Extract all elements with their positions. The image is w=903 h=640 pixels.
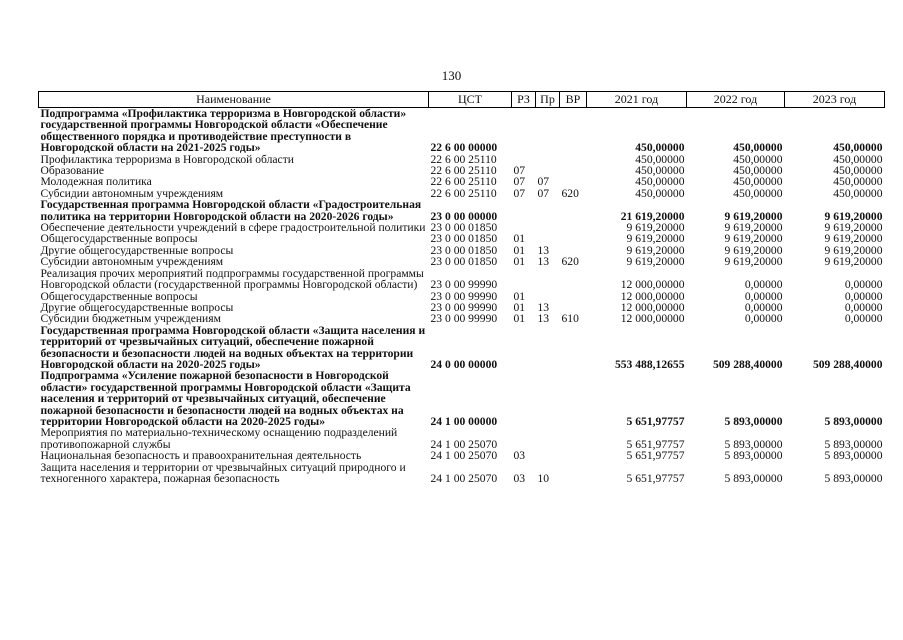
cell-2023: 0,00000 — [844, 301, 883, 314]
cell-name: Субсидии автономным учреждениям — [40, 256, 224, 268]
cell-vr: 620 — [561, 256, 579, 268]
header-pr: Пр — [536, 92, 560, 108]
cell-pr — [536, 199, 560, 222]
cell-2023: 0,00000 — [844, 313, 883, 325]
cell-2022: 450,00000 — [733, 141, 783, 154]
cell-2023: 9 619,20000 — [824, 256, 883, 268]
cell-2022: 5 893,00000 — [724, 472, 783, 485]
cell-name: Государственная программа Новгородской области «Градостроительная политика на территории Новгородской области на 2020-2026 годы» — [40, 199, 422, 223]
cell-vr — [560, 462, 587, 485]
cell-pr: 07 — [537, 176, 550, 188]
cell-vr — [560, 233, 587, 244]
cell-2022: 9 619,20000 — [724, 244, 783, 257]
cell-cst: 23 0 00 99990 — [430, 313, 498, 325]
cell-name: Субсидии бюджетным учреждениям — [40, 313, 221, 325]
cell-2022: 9 619,20000 — [724, 233, 783, 245]
cell-cst: 22 6 00 00000 — [430, 141, 498, 154]
cell-2021: 21 619,20000 — [620, 209, 685, 223]
cell-vr: 620 — [561, 187, 579, 200]
cell-2023: 450,00000 — [833, 187, 883, 200]
cell-pr: 13 — [537, 244, 550, 257]
cell-2022: 0,00000 — [744, 290, 783, 302]
table-row — [39, 268, 885, 291]
cell-name: Национальная безопасность и правоохранительная деятельность — [40, 450, 362, 462]
header-vr: ВР — [560, 92, 587, 108]
cell-name: Молодежная политика — [40, 176, 152, 188]
cell-2023: 5 893,00000 — [824, 450, 883, 462]
cell-name: Образование — [40, 165, 105, 177]
cell-2021: 9 619,20000 — [626, 222, 685, 234]
cell-2022: 450,00000 — [733, 165, 783, 177]
cell-name: Субсидии автономным учреждениям — [40, 187, 224, 200]
cell-pr: 07 — [537, 187, 550, 200]
cell-2023: 450,00000 — [833, 141, 883, 154]
cell-2023: 9 619,20000 — [824, 233, 883, 245]
table-row — [39, 233, 885, 244]
cell-cst: 23 0 00 01850 — [430, 233, 498, 245]
cell-2021: 450,00000 — [635, 187, 685, 200]
cell-vr — [560, 108, 587, 154]
cell-2023: 9 619,20000 — [824, 222, 883, 234]
table-row — [39, 462, 885, 485]
table-row — [39, 199, 885, 222]
cell-cst: 23 0 00 01850 — [430, 244, 498, 257]
cell-cst: 24 0 00 00000 — [430, 357, 498, 371]
cell-2021: 9 619,20000 — [626, 244, 685, 257]
cell-rz: 01 — [513, 301, 526, 314]
cell-rz — [512, 427, 536, 450]
cell-rz: 01 — [513, 233, 526, 245]
cell-pr: 13 — [537, 256, 550, 268]
cell-pr — [536, 325, 560, 371]
cell-pr — [536, 450, 560, 461]
table-row — [39, 291, 885, 302]
cell-rz — [512, 199, 536, 222]
table-row — [39, 176, 885, 187]
cell-2022: 450,00000 — [733, 187, 783, 200]
cell-name: Защита населения и территории от чрезвычайных ситуаций природного и техногенного характера, пожарная безопасность — [40, 461, 406, 485]
cell-vr — [560, 325, 587, 371]
cell-2023: 9 619,20000 — [824, 244, 883, 257]
cell-cst: 24 1 00 25070 — [430, 472, 498, 485]
table-row — [39, 450, 885, 461]
cell-rz: 07 — [513, 176, 526, 188]
cell-name: Другие общегосударственные вопросы — [40, 244, 234, 257]
cell-cst: 22 6 00 25110 — [430, 176, 497, 188]
cell-vr — [560, 245, 587, 256]
cell-pr: 10 — [537, 472, 550, 485]
cell-2021: 9 619,20000 — [626, 256, 685, 268]
cell-2022: 9 619,20000 — [724, 222, 783, 234]
cell-2022: 5 893,00000 — [724, 414, 783, 428]
table-body — [39, 108, 885, 485]
cell-name: Подпрограмма «Профилактика терроризма в Новгородской области» государственной программы Новгородской области «Обеспечение общественного порядка и противодействие преступности в Новгородской области на 2021-2025 годы» — [40, 107, 407, 154]
cell-name: Профилактика терроризма в Новгородской области — [40, 153, 294, 166]
cell-2022: 0,00000 — [744, 301, 783, 314]
cell-vr: 610 — [561, 313, 579, 325]
cell-2021: 12 000,00000 — [620, 290, 685, 302]
cell-vr — [560, 427, 587, 450]
table-row — [39, 302, 885, 313]
cell-cst: 23 0 00 99990 — [430, 301, 498, 314]
cell-rz: 01 — [513, 313, 526, 325]
cell-2022: 450,00000 — [733, 176, 783, 188]
table-row — [39, 313, 885, 324]
table-row — [39, 154, 885, 165]
cell-2021: 12 000,00000 — [620, 301, 685, 314]
cell-2021: 12 000,00000 — [620, 278, 685, 291]
table-row — [39, 188, 885, 199]
cell-vr — [560, 268, 587, 291]
cell-name: Государственная программа Новгородской области «Защита населения и территорий от чрезвычайных ситуаций, обеспечение пожарной безопасности и безопасности людей на водных объектах на территории Новгородской области на 2020-2025 годы» — [40, 324, 426, 371]
cell-rz: 07 — [513, 165, 526, 177]
table-row — [39, 245, 885, 256]
header-2022: 2022 год — [687, 92, 785, 108]
cell-2021: 5 651,97757 — [626, 437, 685, 451]
cell-rz — [512, 268, 536, 291]
cell-vr — [560, 154, 587, 165]
cell-2022: 0,00000 — [744, 278, 783, 291]
table-row — [39, 427, 885, 450]
cell-rz — [512, 222, 536, 233]
cell-name: Мероприятия по материально-техническому оснащению подразделений противопожарной службы — [40, 427, 398, 451]
header-name: Наименование — [39, 92, 429, 108]
cell-rz — [512, 325, 536, 371]
cell-vr — [560, 370, 587, 427]
cell-rz: 01 — [513, 256, 526, 268]
cell-2022: 5 893,00000 — [724, 437, 783, 451]
cell-rz: 01 — [513, 290, 526, 302]
cell-cst: 22 6 00 25110 — [430, 165, 497, 177]
cell-rz: 07 — [513, 187, 526, 200]
header-2021: 2021 год — [587, 92, 687, 108]
cell-pr: 13 — [537, 301, 550, 314]
cell-pr — [536, 370, 560, 427]
cell-2023: 5 893,00000 — [824, 437, 883, 451]
cell-pr — [536, 154, 560, 165]
cell-cst: 23 0 00 00000 — [430, 209, 498, 223]
cell-pr — [536, 222, 560, 233]
cell-name: Подпрограмма «Усиление пожарной безопасности в Новгородской области» государственной программы Новгородской области «Защита населения и территорий от чрезвычайных ситуаций, обеспечение пожарной безопасности и безопасности людей на водных объектах на территории Новгородской области на 2020-2025 годы» — [40, 370, 411, 428]
cell-cst: 22 6 00 25110 — [430, 187, 497, 200]
table-row — [39, 256, 885, 267]
cell-2022: 509 288,40000 — [712, 357, 783, 371]
cell-vr — [560, 291, 587, 302]
cell-2023: 509 288,40000 — [812, 357, 883, 371]
cell-2023: 9 619,20000 — [824, 209, 883, 223]
cell-cst: 23 0 00 01850 — [430, 222, 498, 234]
cell-name: Общегосударственные вопросы — [40, 233, 198, 245]
budget-table — [38, 91, 885, 484]
cell-2021: 9 619,20000 — [626, 233, 685, 245]
cell-pr — [536, 291, 560, 302]
table-header-row — [39, 92, 885, 108]
cell-name: Реализация прочих мероприятий подпрограммы государственной программы Новгородской области (государственной программы Новгородской области) — [40, 267, 424, 291]
cell-rz: 03 — [513, 472, 526, 485]
cell-2021: 5 651,97757 — [626, 450, 685, 462]
page-number: 130 — [441, 68, 462, 83]
cell-name: Общегосударственные вопросы — [40, 290, 198, 302]
cell-name: Обеспечение деятельности учреждений в сфере градостроительной политики — [40, 222, 426, 234]
table-row — [39, 165, 885, 176]
cell-2021: 5 651,97757 — [626, 414, 685, 428]
cell-pr — [536, 165, 560, 176]
cell-rz — [512, 108, 536, 154]
table-row — [39, 108, 885, 154]
cell-2021: 553 488,12655 — [614, 357, 685, 371]
cell-cst: 23 0 00 99990 — [430, 290, 498, 302]
cell-cst: 24 1 00 25070 — [430, 437, 498, 451]
cell-cst: 22 6 00 25110 — [430, 153, 497, 166]
cell-2023: 5 893,00000 — [824, 414, 883, 428]
cell-2022: 9 619,20000 — [724, 209, 783, 223]
cell-rz: 01 — [513, 244, 526, 257]
cell-2022: 9 619,20000 — [724, 256, 783, 268]
cell-2021: 5 651,97757 — [626, 472, 685, 485]
cell-cst: 23 0 00 99990 — [430, 278, 498, 291]
cell-vr — [560, 222, 587, 233]
cell-pr — [536, 108, 560, 154]
cell-vr — [560, 199, 587, 222]
cell-pr: 13 — [537, 313, 550, 325]
cell-2022: 450,00000 — [733, 153, 783, 166]
header-2023: 2023 год — [785, 92, 885, 108]
header-cst: ЦСТ — [429, 92, 512, 108]
cell-pr — [536, 233, 560, 244]
cell-2021: 450,00000 — [635, 176, 685, 188]
cell-rz: 03 — [513, 450, 526, 462]
cell-2023: 450,00000 — [833, 153, 883, 166]
table-row — [39, 222, 885, 233]
cell-2021: 450,00000 — [635, 165, 685, 177]
cell-rz — [512, 154, 536, 165]
cell-2023: 5 893,00000 — [824, 472, 883, 485]
cell-2023: 0,00000 — [844, 278, 883, 291]
cell-vr — [560, 450, 587, 461]
cell-cst: 23 0 00 01850 — [430, 256, 498, 268]
cell-vr — [560, 302, 587, 313]
cell-name: Другие общегосударственные вопросы — [40, 301, 234, 314]
cell-pr — [536, 268, 560, 291]
cell-2022: 0,00000 — [744, 313, 783, 325]
cell-2021: 450,00000 — [635, 141, 685, 154]
cell-pr — [536, 427, 560, 450]
cell-cst: 24 1 00 00000 — [430, 414, 498, 428]
cell-vr — [560, 176, 587, 187]
cell-cst: 24 1 00 25070 — [430, 450, 498, 462]
cell-2023: 0,00000 — [844, 290, 883, 302]
cell-2023: 450,00000 — [833, 165, 883, 177]
cell-2021: 12 000,00000 — [620, 313, 685, 325]
table-row — [39, 370, 885, 427]
cell-2021: 450,00000 — [635, 153, 685, 166]
cell-vr — [560, 165, 587, 176]
cell-2023: 450,00000 — [833, 176, 883, 188]
cell-2022: 5 893,00000 — [724, 450, 783, 462]
cell-rz — [512, 370, 536, 427]
header-rz: РЗ — [512, 92, 536, 108]
table-row — [39, 325, 885, 371]
